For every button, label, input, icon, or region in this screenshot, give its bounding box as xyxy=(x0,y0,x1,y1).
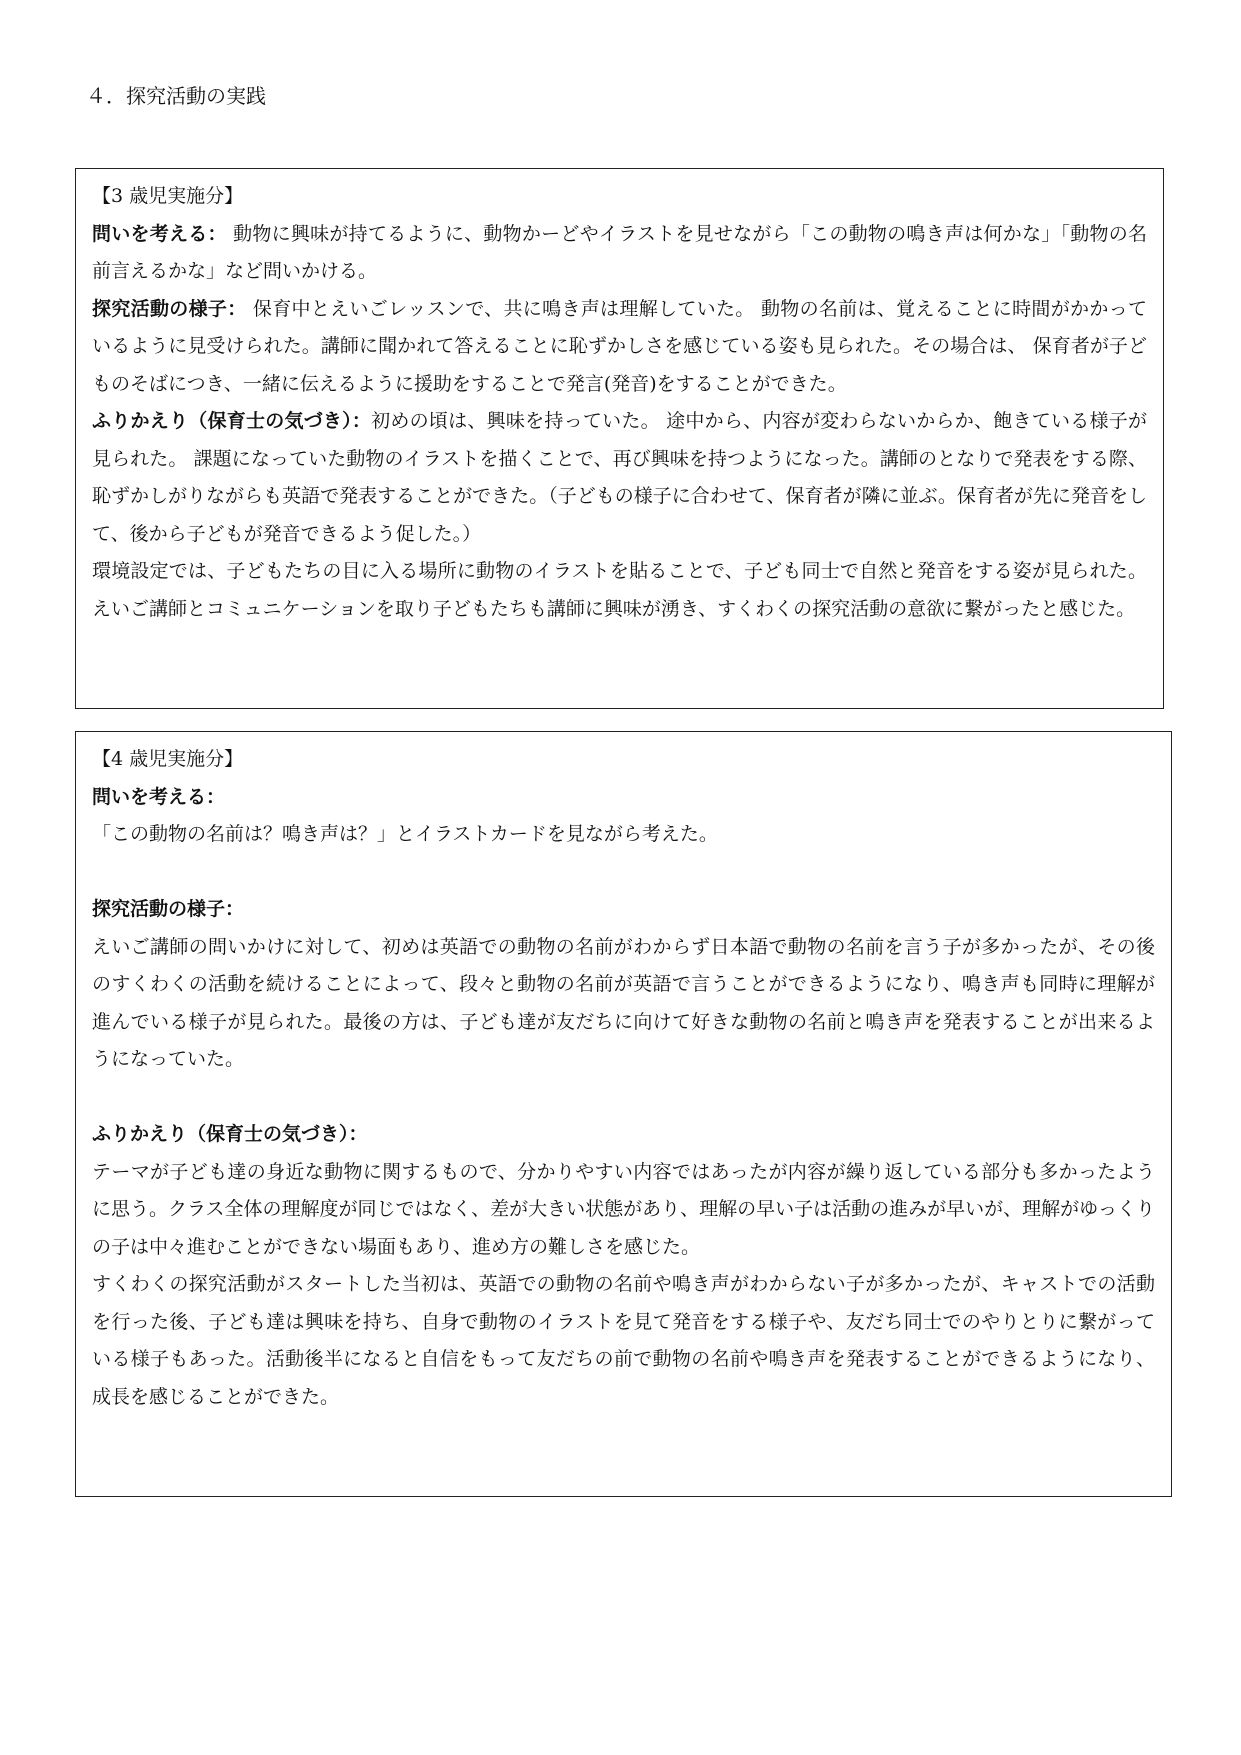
age3-question-paragraph xyxy=(92,216,1147,291)
spacer xyxy=(92,1079,1155,1117)
age4-reflection-text-1: テーマが子ども達の身近な動物に関するもので、分かりやすい内容ではあったが内容が繰り返している部分も多かったように思う。クラス全体の理解度が同じではなく、差が大きい状態があり、理解の早い子は活動の進みが早いが、理解がゆっくりの子は中々進むことができない場面もあり、進め方の難しさを感じた。 xyxy=(92,1160,1155,1258)
age3-activity-paragraph xyxy=(92,291,1147,404)
age3-heading: 【3 歳児実施分】 xyxy=(92,185,244,207)
age4-reflection-text-2: すくわくの探究活動がスタートした当初は、英語での動物の名前や鳴き声がわからない子が多かったが、キャストでの活動を行った後、子ども達は興味を持ち、自身で動物のイラストを見て発音をする様子や、友だち同士でのやりとりに繋がっている様子もあった。活動後半になると自信をもって友だちの前で動物の名前や鳴き声を発表することができるようになり、成長を感じることができた。 xyxy=(92,1273,1155,1408)
section-title: ４．探究活動の実践 xyxy=(86,84,266,108)
age3-reflection-paragraph xyxy=(92,403,1147,553)
age4-report-box xyxy=(75,731,1172,1497)
age3-question-label: 問いを考える： xyxy=(92,222,227,245)
age3-question-text: 動物に興味が持てるように、動物かーどやイラストを見せながら「この動物の鳴き声は何かな」「動物の名前言えるかな」など問いかける。 xyxy=(92,222,1147,282)
age4-heading: 【4 歳児実施分】 xyxy=(92,748,244,770)
age4-question-text: 「この動物の名前は？鳴き声は？」とイラストカードを見ながら考えた。 xyxy=(92,823,718,845)
age3-report-box xyxy=(75,168,1164,709)
age3-reflection-text: 初めの頃は、興味を持っていた。 途中から、内容が変わらないからか、飽きている様子が見られた。 課題になっていた動物のイラストを描くことで、再び興味を持つようになった。講師のとなりで発表をする際、恥ずかしがりながらも英語で発表することができた。（子どもの様子に合わせて、保育者が隣に並ぶ。保育者が先に発音をして、後から子どもが発音できるよう促した。） xyxy=(92,410,1147,545)
age3-activity-label: 探究活動の様子： xyxy=(92,297,247,320)
age4-activity-text: えいご講師の問いかけに対して、初めは英語での動物の名前がわからず日本語で動物の名前を言う子が多かったが、その後のすくわくの活動を続けることによって、段々と動物の名前が英語で言うことができるようになり、鳴き声も同時に理解が進んでいる様子が見られた。最後の方は、子ども達が友だちに向けて好きな動物の名前と鳴き声を発表することが出来るようになっていた。 xyxy=(92,935,1155,1070)
spacer xyxy=(92,854,1155,892)
age3-environment-paragraph: 環境設定では、子どもたちの目に入る場所に動物のイラストを貼ることで、子ども同士で自然と発音をする姿が見られた。 えいご講師とコミュニケーションを取り子どもたちも講師に興味が湧き、すくわくの探究活動の意欲に繋がったと感じた。 xyxy=(92,560,1147,620)
age4-reflection-label: ふりかえり（保育士の気づき）： xyxy=(92,1123,368,1145)
age3-activity-text: 保育中とえいごレッスンで、共に鳴き声は理解していた。 動物の名前は、覚えることに時間がかかっているように見受けられた。講師に聞かれて答えることに恥ずかしさを感じている姿も見られた。その場合は、 保育者が子どものそばにつき、一緒に伝えるように援助をすることで発言(発音)をすることができた。 xyxy=(92,297,1147,395)
age3-reflection-label: ふりかえり（保育士の気づき）： xyxy=(92,410,372,432)
age4-activity-label: 探究活動の様子： xyxy=(92,898,245,920)
age4-question-label: 問いを考える： xyxy=(92,785,226,808)
